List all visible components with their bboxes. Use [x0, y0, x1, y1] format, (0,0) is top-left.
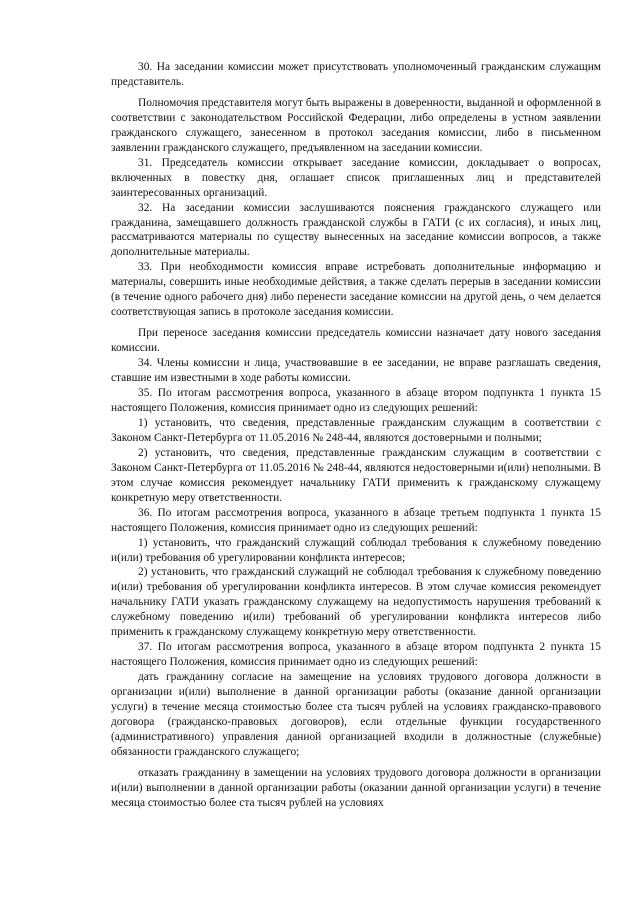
paragraph-37-consent: дать гражданину согласие на замещение на условиях трудового договора должности в организации и(или) выполнение в данной организации работы (оказание данной организации услуги) в течение месяца стоимостью более ста тысяч рублей на условиях гражданско-правового договора (гражданско-правовых договоров), если отдельные функции государственного (административного) управления данной организацией входили в должностные (служебные) обязанности гражданского служащего; [111, 671, 601, 758]
paragraph-32: 32. На заседании комиссии заслушиваются пояснения гражданского служащего или гражданина, замещавшего должность гражданской службы в ГАТИ (с их согласия), и иных лиц, рассматриваются материалы по существу вынесенных на заседание комиссии вопросов, а также дополнительные материалы. [111, 201, 601, 259]
paragraph-30-representative-powers: Полномочия представителя могут быть выражены в доверенности, выданной и оформленной в соответствии с законодательством Российской Федерации, либо определены в устном заявлении гражданского служащего, занесенном в протокол заседания комиссии, либо в письменном заявлении гражданского служащего, предъявленном на заседании комиссии. [111, 96, 601, 154]
paragraph-37: 37. По итогам рассмотрения вопроса, указанного в абзаце втором подпункта 2 пункта 15 настоящего Положения, комиссия принимает одно из следующих решений: [111, 641, 601, 669]
paragraph-34: 34. Члены комиссии и лица, участвовавшие в ее заседании, не вправе разглашать сведения, ставшие им известными в ходе работы комиссии. [111, 357, 601, 385]
paragraph-36-item-2: 2) установить, что гражданский служащий не соблюдал требования к служебному поведению и(или) требования об урегулировании конфликта интересов. В этом случае комиссия рекомендует начальнику ГАТИ указать гражданскому служащему на недопустимость нарушения требований к служебному поведению и(или) требований об урегулировании конфликта интересов либо применить к гражданскому служащему конкретную меру ответственности. [111, 566, 601, 639]
paragraph-35-item-2: 2) установить, что сведения, представленные гражданским служащим в соответствии с Законом Санкт-Петербурга от 11.05.2016 № 248-44, являются недостоверными и(или) неполными. В этом случае комиссия рекомендует начальнику ГАТИ применить к гражданскому служащему конкретную меру ответственности. [111, 446, 601, 504]
paragraph-30: 30. На заседании комиссии может присутствовать уполномоченный гражданским служащим представитель. [111, 61, 601, 88]
paragraph-35: 35. По итогам рассмотрения вопроса, указанного в абзаце втором подпункта 1 пункта 15 настоящего Положения, комиссия принимает одно из следующих решений: [111, 387, 601, 414]
document-page [111, 60, 601, 811]
paragraph-37-refusal: отказать гражданину в замещении на условиях трудового договора должности в организации и(или) выполнении в данной организации работы (оказании данной организации услуги) в течение месяца стоимостью более ста тысяч рублей на условиях [111, 766, 601, 809]
paragraph-33: 33. При необходимости комиссия вправе истребовать дополнительные информацию и материалы, совершить иные необходимые действия, а также сделать перерыв в заседании комиссии (в течение одного рабочего дня) либо перенести заседание комиссии на другой день, о чем делается соответствующая запись в протоколе заседания комиссии. [111, 261, 601, 319]
paragraph-35-item-1: 1) установить, что сведения, представленные гражданским служащим в соответствии с Законом Санкт-Петербурга от 11.05.2016 № 248-44, являются достоверными и полными; [111, 416, 601, 444]
paragraph-31: 31. Председатель комиссии открывает заседание комиссии, докладывает о вопросах, включенных в повестку дня, оглашает список приглашенных лиц и представителей заинтересованных организаций. [111, 156, 601, 199]
paragraph-33-postponement: При переносе заседания комиссии председатель комиссии назначает дату нового заседания комиссии. [111, 327, 601, 355]
paragraph-36: 36. По итогам рассмотрения вопроса, указанного в абзаце третьем подпункта 1 пункта 15 настоящего Положения, комиссия принимает одно из следующих решений: [111, 506, 601, 534]
paragraph-36-item-1: 1) установить, что гражданский служащий соблюдал требования к служебному поведению и(или) требования об урегулировании конфликта интересов; [111, 536, 601, 564]
